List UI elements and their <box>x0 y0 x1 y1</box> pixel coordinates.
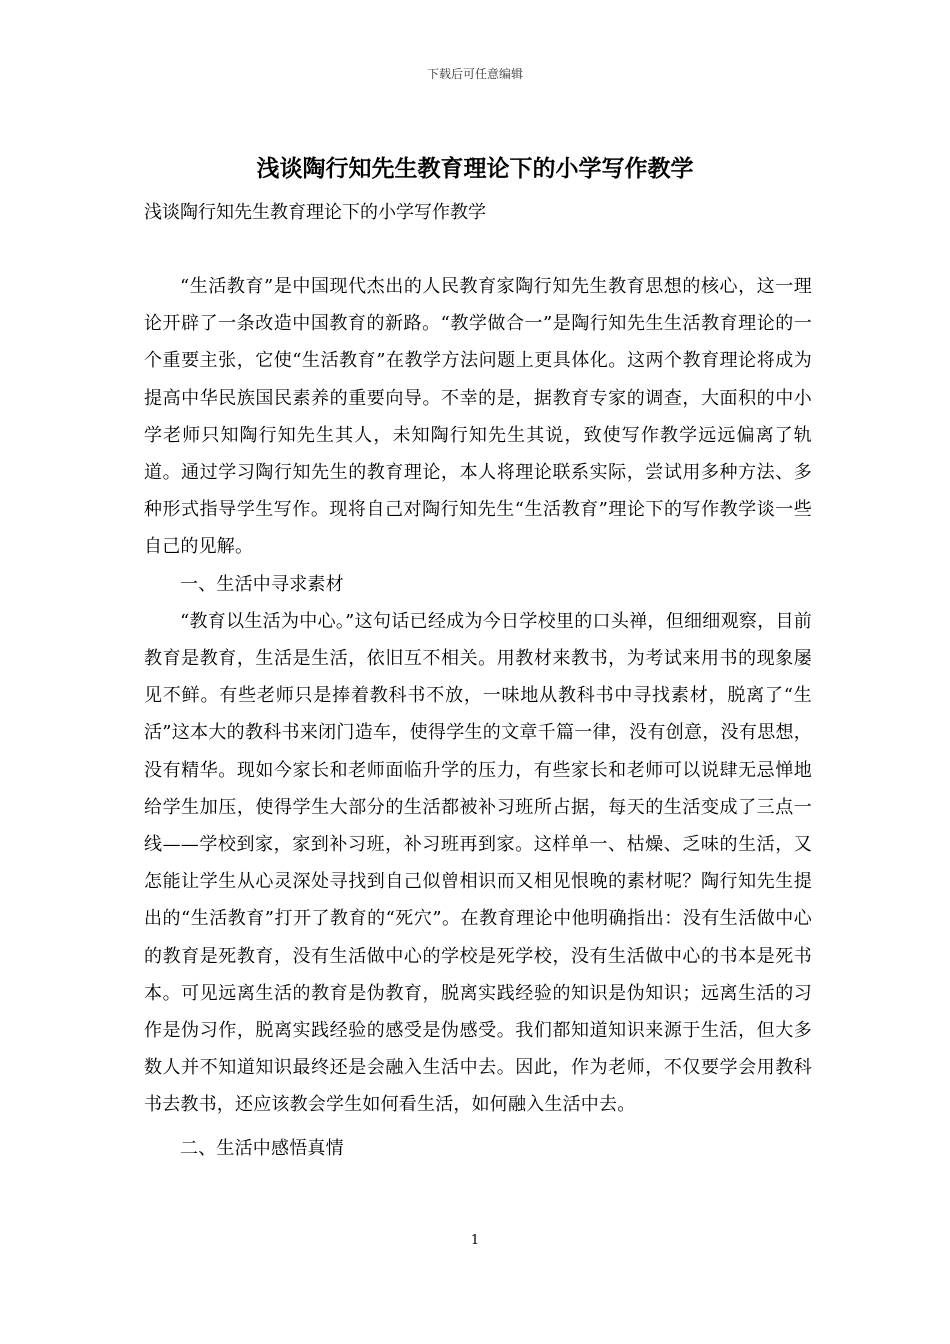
section-1-paragraph: “教育以生活为中心。”这句话已经成为今日学校里的口头禅，但细细观察，目前教育是教育，生活是生活，依旧互不相关。用教材来教书，为考试来用书的现象屡见不鲜。有些老师只是捧着教科书不放，一味地从教科书中寻找素材，脱离了“生活”这本大的教科书来闭门造车，使得学生的文章千篇一律，没有创意，没有思想，没有精华。现如今家长和老师面临升学的压力，有些家长和老师可以说肆无忌惮地给学生加压，使得学生大部分的生活都被补习班所占据，每天的生活变成了三点一线——学校到家，家到补习班，补习班再到家。这样单一、枯燥、乏味的生活，又怎能让学生从心灵深处寻找到自己似曾相识而又相见恨晚的素材呢？陶行知先生提出的“生活教育”打开了教育的“死穴”。在教育理论中他明确指出：没有生活做中心的教育是死教育，没有生活做中心的学校是死学校，没有生活做中心的书本是死书本。可见远离生活的教育是伪教育，脱离实践经验的知识是伪知识；远离生活的习作是伪习作，脱离实践经验的感受是伪感受。我们都知道知识来源于生活，但大多数人并不知道知识最终还是会融入生活中去。因此，作为老师，不仅要学会用教科书去教书，还应该教会学生如何看生活，如何融入生活中去。 <box>144 610 812 1116</box>
document-subtitle: 浅谈陶行知先生教育理论下的小学写作教学 <box>144 202 486 223</box>
intro-paragraph: “生活教育”是中国现代杰出的人民教育家陶行知先生教育思想的核心，这一理论开辟了一条改造中国教育的新路。“教学做合一”是陶行知先生生活教育理论的一个重要主张，它使“生活教育”在教学方法问题上更具体化。这两个教育理论将成为提高中华民族国民素养的重要向导。不幸的是，据教育专家的调查，大面积的中小学老师只知陶行知先生其人，未知陶行知先生其说，致使写作教学远远偏离了轨道。通过学习陶行知先生的教育理论，本人将理论联系实际，尝试用多种方法、多种形式指导学生写作。现将自己对陶行知先生“生活教育”理论下的写作教学谈一些自己的见解。 <box>144 276 812 558</box>
document-title: 浅谈陶行知先生教育理论下的小学写作教学 <box>256 155 694 182</box>
page-number: 1 <box>470 1233 480 1248</box>
document-body <box>144 268 812 1167</box>
section-heading-1: 一、生活中寻求素材 <box>180 573 344 595</box>
section-heading-2: 二、生活中感悟真情 <box>180 1137 344 1159</box>
page-header-note: 下载后可任意编辑 <box>426 67 523 81</box>
